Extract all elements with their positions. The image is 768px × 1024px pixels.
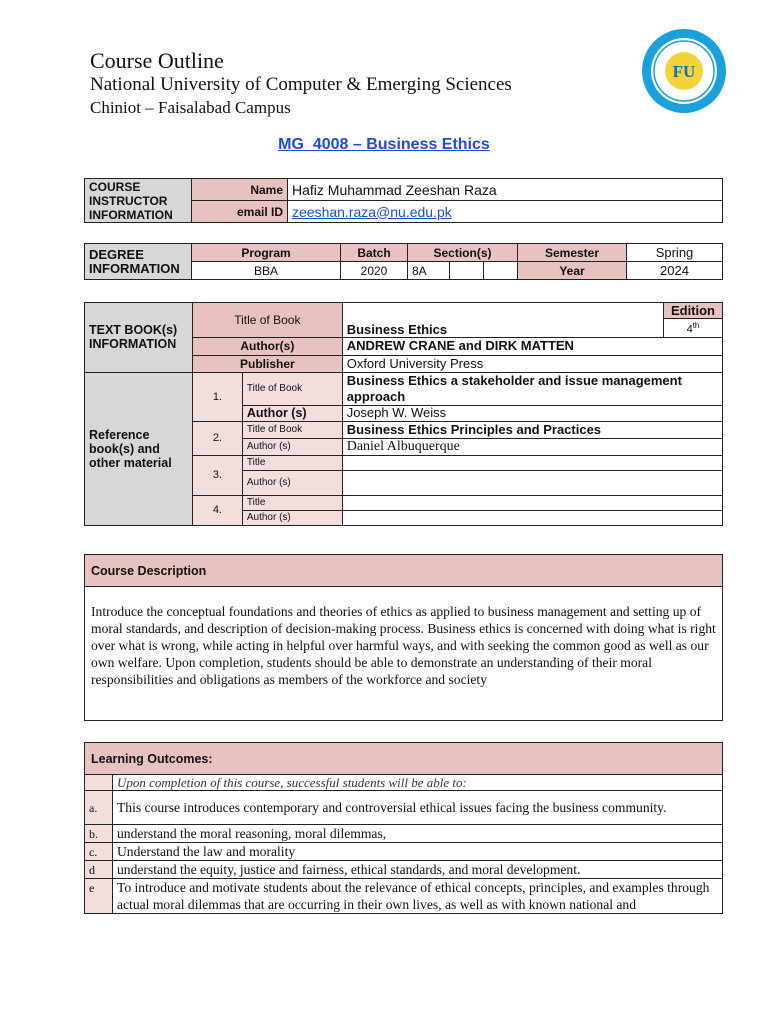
instructor-email-link[interactable]: zeeshan.raza@nu.edu.pk [292, 203, 452, 220]
ref-2-num: 2. [192, 421, 242, 455]
ref-4-author [342, 510, 722, 525]
ref-3-title [342, 455, 722, 470]
university-logo [641, 28, 727, 114]
semester-value: Spring [627, 244, 723, 262]
batch-label: Batch [341, 244, 408, 262]
section-empty-1 [450, 262, 484, 280]
ref-3-author [342, 470, 722, 495]
email-label: email ID [192, 201, 288, 223]
ref-1-author: Joseph W. Weiss [342, 405, 722, 421]
outcome-c-key: c. [85, 843, 113, 861]
learning-outcomes-table [84, 742, 723, 914]
publisher-value: Oxford University Press [342, 355, 722, 372]
ref-1-title-label: Title of Book [242, 372, 342, 405]
textbook-table [84, 302, 723, 526]
learning-outcomes-heading: Learning Outcomes: [85, 743, 723, 775]
campus-name: Chiniot – Faisalabad Campus [90, 98, 291, 117]
ref-1-num: 1. [192, 372, 242, 421]
degree-table [84, 243, 723, 280]
course-description-body: Introduce the conceptual foundations and theories of ethics as applied to business management and setting up of moral standards, and description of decision-making process. Business ethics is concerned with doing what is right over what is wrong, while acting in helpful over harmful ways, and with seeking the common good as well as our own welfare. Upon completion, students should be able to demonstrate an understanding of their moral responsibilities and obligations as members of the workforce and society [91, 604, 716, 687]
ref-2-author-label: Author (s) [242, 438, 342, 455]
ref-1-title: Business Ethics a stakeholder and issue management approach [342, 372, 722, 405]
section-label: Section(s) [408, 244, 518, 262]
outcome-b-text: understand the moral reasoning, moral dilemmas, [112, 825, 722, 843]
name-label: Name [192, 179, 288, 201]
section-value: 8A [408, 262, 450, 280]
textbook-title: Business Ethics [342, 303, 663, 338]
textbook-authors: ANDREW CRANE and DIRK MATTEN [342, 337, 722, 355]
outcome-a-key: a. [85, 791, 113, 825]
outcome-a-text: This course introduces contemporary and controversial ethical issues facing the business community. [112, 791, 722, 825]
year-value: 2024 [627, 262, 723, 280]
doc-title: Course Outline [90, 48, 224, 73]
outcome-d-text: understand the equity, justice and fairness, ethical standards, and moral development. [112, 861, 722, 879]
outcome-c-text: Understand the law and morality [112, 843, 722, 861]
outcome-d-key: d [85, 861, 113, 879]
ref-1-author-label: Author (s) [242, 405, 342, 421]
ref-3-num: 3. [192, 455, 242, 495]
section-empty-2 [484, 262, 518, 280]
logo-mark: FU [672, 62, 696, 81]
ref-3-author-label: Author (s) [242, 470, 342, 495]
authors-label: Author(s) [192, 337, 342, 355]
outcome-b-key: b. [85, 825, 113, 843]
course-description-heading: Course Description [85, 555, 723, 587]
course-title: MG 4008 – Business Ethics [278, 136, 490, 153]
outcomes-intro: Upon completion of this course, successful students will be able to: [112, 775, 722, 791]
ref-4-author-label: Author (s) [242, 510, 342, 525]
ref-4-title [342, 495, 722, 510]
program-label: Program [192, 244, 341, 262]
ref-4-num: 4. [192, 495, 242, 525]
edition-value: 4th [663, 319, 722, 338]
batch-value: 2020 [341, 262, 408, 280]
ref-2-author: Daniel Albuquerque [342, 438, 722, 455]
course-description-text [85, 587, 723, 721]
publisher-label: Publisher [192, 355, 342, 372]
outcome-e-key: e [85, 879, 113, 914]
references-section-label: Reference book(s) and other material [85, 372, 193, 525]
degree-section-label: DEGREE INFORMATION [85, 244, 192, 280]
edition-label: Edition [663, 303, 722, 319]
university-name: National University of Computer & Emerging Sciences [90, 74, 512, 95]
year-label: Year [518, 262, 627, 280]
textbook-section-label: TEXT BOOK(s) INFORMATION [85, 303, 193, 373]
course-description-table [84, 554, 723, 721]
instructor-section-label: COURSE INSTRUCTOR INFORMATION [85, 179, 192, 223]
outcome-e-text: To introduce and motivate students about the relevance of ethical concepts, principles, and examples through actual moral dilemmas that are occurring in their own lives, as well as with known national and [112, 879, 722, 914]
instructor-name: Hafiz Muhammad Zeeshan Raza [288, 179, 723, 201]
ref-2-title-label: Title of Book [242, 421, 342, 438]
program-value: BBA [192, 262, 341, 280]
ref-4-title-label: Title [242, 495, 342, 510]
ref-3-title-label: Title [242, 455, 342, 470]
textbook-title-label: Title of Book [192, 303, 342, 338]
semester-label: Semester [518, 244, 627, 262]
ref-2-title: Business Ethics Principles and Practices [342, 421, 722, 438]
instructor-table [84, 178, 723, 223]
outcomes-intro-key [85, 775, 113, 791]
